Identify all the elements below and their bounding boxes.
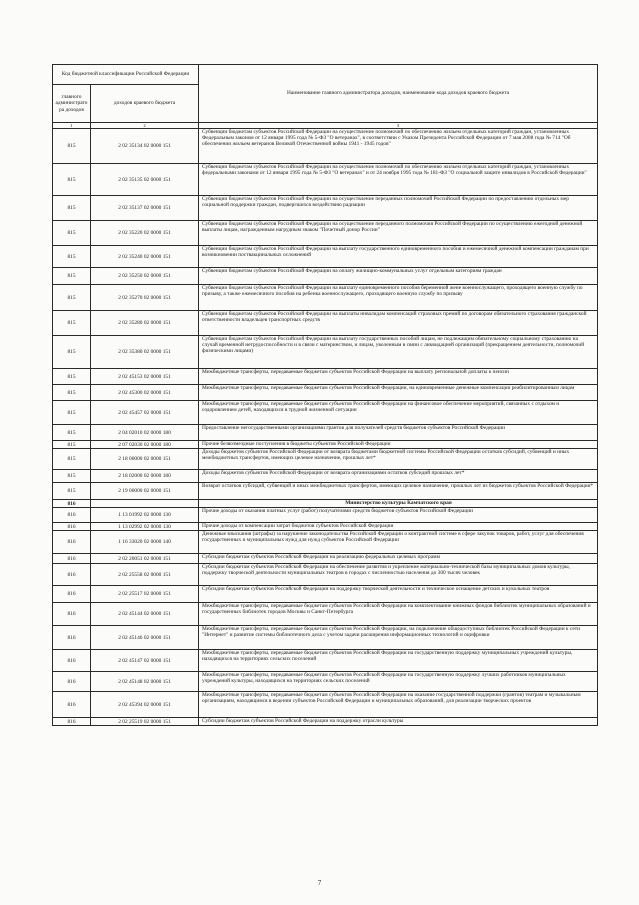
income-code-cell: 2 18 00000 02 0000 151 bbox=[91, 449, 199, 470]
table-row bbox=[53, 164, 598, 196]
admin-code-cell: 816 bbox=[53, 586, 91, 603]
income-code-cell: 2 02 45147 02 0000 151 bbox=[91, 650, 199, 672]
admin-code-cell: 816 bbox=[53, 523, 91, 531]
table-row bbox=[53, 718, 598, 726]
table-row bbox=[53, 650, 598, 672]
admin-code-cell: 815 bbox=[53, 483, 91, 500]
admin-column-header: главного администратора доходов bbox=[53, 85, 91, 123]
table-row bbox=[53, 554, 598, 564]
table-row bbox=[53, 508, 598, 523]
income-code-cell: 2 02 45394 02 0000 151 bbox=[91, 692, 199, 718]
table-row bbox=[53, 449, 598, 470]
income-name-cell: Доходы бюджетов субъектов Российской Федерации от возврата бюджетами бюджетной системы Российской Федерации остатков субсидий, субвенций и иных межбюджетных трансфертов, имеющих целевое назначение, прошлых лет* bbox=[199, 449, 598, 470]
income-code-cell: 2 04 02010 02 0000 180 bbox=[91, 425, 199, 441]
table-row bbox=[53, 196, 598, 221]
table-row bbox=[53, 336, 598, 369]
income-name-cell: Межбюджетные трансферты, передаваемые бюджетам субъектов Российской Федерации на выплату региональной доплаты к пенсии bbox=[199, 369, 598, 385]
page-number: 7 bbox=[317, 879, 322, 887]
income-code-cell bbox=[91, 500, 199, 508]
income-name-cell: Субсидии бюджетам субъектов Российской Федерации на реализацию федеральных целевых программ bbox=[199, 554, 598, 564]
admin-code-cell: 815 bbox=[53, 246, 91, 268]
table-row bbox=[53, 129, 598, 164]
table-row bbox=[53, 564, 598, 586]
income-name-cell: Возврат остатков субсидий, субвенций и иных межбюджетных трансфертов, имеющих целевое назначение, прошлых лет из бюджетов субъектов Российской Федерации* bbox=[199, 483, 598, 500]
table-row bbox=[53, 523, 598, 531]
income-name-cell: Межбюджетные трансферты, передаваемые бюджетам субъектов Российской Федерации, на единовременные денежные компенсации реабилитированным лицам bbox=[199, 385, 598, 401]
income-code-cell: 2 02 35270 02 0000 151 bbox=[91, 285, 199, 311]
income-name-cell: Прочие доходы от оказания платных услуг (работ) получателями средств бюджетов субъектов Российской Федерации bbox=[199, 508, 598, 523]
income-code-cell: 2 19 00000 02 0000 151 bbox=[91, 483, 199, 500]
income-name-cell: Субсидии бюджетам субъектов Российской Федерации на обеспечение развития и укрепление материально-технической базы муниципальных домов культуры, поддержку творческой деятельности муниципальных театров в городах с численностью населения до 300 тысяч человек bbox=[199, 564, 598, 586]
table-row bbox=[53, 483, 598, 500]
admin-code-cell: 815 bbox=[53, 285, 91, 311]
income-name-cell: Субвенции бюджетам субъектов Российской Федерации на выплату государственного единовременного пособия и ежемесячной денежной компенсации гражданам при возникновении поствакцинальных осложнений bbox=[199, 246, 598, 268]
income-code-cell: 2 02 35134 02 0000 151 bbox=[91, 129, 199, 164]
table-row bbox=[53, 246, 598, 268]
admin-code-cell: 815 bbox=[53, 401, 91, 425]
income-code-cell: 2 02 25519 02 0000 151 bbox=[91, 718, 199, 726]
admin-code-cell: 815 bbox=[53, 311, 91, 336]
table-row bbox=[53, 221, 598, 246]
income-code-cell: 2 02 35250 02 0000 151 bbox=[91, 268, 199, 285]
income-name-cell: Субвенции бюджетам субъектов Российской Федерации на выплату единовременного пособия беременной жене военнослужащего, проходящего военную службу по призыву, а также ежемесячного пособия на ребенка военнослужащего, проходящего военную службу по призыву bbox=[199, 285, 598, 311]
income-code-cell: 2 02 45457 02 0000 151 bbox=[91, 401, 199, 425]
ministry-header-row bbox=[53, 500, 598, 508]
table-row bbox=[53, 626, 598, 650]
admin-code-cell: 815 bbox=[53, 268, 91, 285]
income-name-cell: Субвенции бюджетам субъектов Российской Федерации на осуществление полномочий по обеспечению жильем отдельных категорий граждан, установленных федеральными законами от 12 января 1995 года № 5-ФЗ "О ветеранах" и от 24 ноября 1995 года № 181-ФЗ "О социальной защите инвалидов в Российской Федерации" bbox=[199, 164, 598, 196]
admin-code-cell: 815 bbox=[53, 129, 91, 164]
admin-code-cell: 815 bbox=[53, 470, 91, 483]
income-code-cell: 2 02 45300 02 0000 151 bbox=[91, 385, 199, 401]
table-row bbox=[53, 672, 598, 692]
budget-classification-table-container bbox=[52, 64, 597, 726]
table-row bbox=[53, 311, 598, 336]
admin-code-cell: 816 bbox=[53, 603, 91, 626]
admin-code-cell: 816 bbox=[53, 500, 91, 508]
admin-code-cell: 815 bbox=[53, 164, 91, 196]
income-code-cell: 2 18 02000 02 0000 180 bbox=[91, 470, 199, 483]
income-name-cell: Межбюджетные трансферты, передаваемые бюджетам субъектов Российской Федерации на финансовое обеспечение мероприятий, связанных с отдыхом и оздоровлением детей, находящихся в трудной жизненной ситуации bbox=[199, 401, 598, 425]
admin-code-cell: 815 bbox=[53, 336, 91, 369]
table-row bbox=[53, 369, 598, 385]
income-code-cell: 2 02 35280 02 0000 151 bbox=[91, 311, 199, 336]
admin-code-cell: 815 bbox=[53, 441, 91, 449]
admin-code-cell: 815 bbox=[53, 196, 91, 221]
income-name-cell: Субсидии бюджетам субъектов Российской Федерации на поддержку творческой деятельности и техническое оснащение детских и кукольных театров bbox=[199, 586, 598, 603]
budget-classification-table bbox=[52, 64, 598, 726]
admin-code-cell: 815 bbox=[53, 449, 91, 470]
income-name-cell: Межбюджетные трансферты, передаваемые бюджетам субъектов Российской Федерации на комплектование книжных фондов библиотек муниципальных образований и государственных библиотек городов Москвы и Санкт-Петербурга bbox=[199, 603, 598, 626]
admin-code-cell: 816 bbox=[53, 650, 91, 672]
income-code-cell: 2 02 20051 02 0000 151 bbox=[91, 554, 199, 564]
income-name-cell: Субвенции бюджетам субъектов Российской Федерации на осуществление переданных полномочий Российской Федерации по предоставлению отдельных мер социальной поддержки граждан, подвергшихся воздействию радиации bbox=[199, 196, 598, 221]
income-column-header: доходов краевого бюджета bbox=[91, 85, 199, 123]
table-row bbox=[53, 425, 598, 441]
income-name-cell: Субвенции бюджетам субъектов Российской Федерации на осуществление полномочий по обеспечению жильем отдельных категорий граждан, установленных Федеральным законом от 12 января 1995 года № 5-ФЗ "О ветеранах", в соответствии с Указом Президента Российской Федерации от 7 мая 2008 года № 714 "Об обеспечении жильем ветеранов Великой Отечественной войны 1941 - 1945 годов" bbox=[199, 129, 598, 164]
income-name-cell: Межбюджетные трансферты, передаваемые бюджетам субъектов Российской Федерации, на подключение общедоступных библиотек Российской Федерации к сети "Интернет" и развитие системы библиотечного дела с учетом задачи расширения информационных технологий и оцифровки bbox=[199, 626, 598, 650]
admin-code-cell: 815 bbox=[53, 385, 91, 401]
table-body bbox=[53, 129, 598, 726]
table-row bbox=[53, 586, 598, 603]
admin-code-cell: 816 bbox=[53, 531, 91, 554]
admin-code-cell: 816 bbox=[53, 564, 91, 586]
income-code-cell: 2 02 25517 02 0000 151 bbox=[91, 586, 199, 603]
code-group-header: Код бюджетной классификации Российской Федерации bbox=[53, 65, 199, 85]
table-row bbox=[53, 285, 598, 311]
admin-code-cell: 816 bbox=[53, 672, 91, 692]
income-name-cell: Межбюджетные трансферты, передаваемые бюджетам субъектов Российской Федерации на государственную поддержку муниципальных учреждений культуры, находящихся на территориях сельских поселений bbox=[199, 650, 598, 672]
income-name-cell: Субвенции бюджетам субъектов Российской Федерации на выплаты инвалидам компенсаций страховых премий по договорам обязательного страхования гражданской ответственности владельцев транспортных средств bbox=[199, 311, 598, 336]
income-code-cell: 2 02 35380 02 0000 151 bbox=[91, 336, 199, 369]
table-row bbox=[53, 470, 598, 483]
income-name-cell: Межбюджетные трансферты, передаваемые бюджетам субъектов Российской Федерации на оказание государственной поддержки (грантов) театрам и музыкальным организациям, находящимся в ведении субъектов Российской Федерации и муниципальных образований, для реализации творческих проектов bbox=[199, 692, 598, 718]
income-code-cell: 2 02 35220 02 0000 151 bbox=[91, 221, 199, 246]
income-name-cell: Субвенции бюджетам субъектов Российской Федерации на осуществление переданного полномочия Российской Федерации по осуществлению ежегодной денежной выплаты лицам, награжденным нагрудным знаком "Почетный донор России" bbox=[199, 221, 598, 246]
column-number: 3 bbox=[199, 123, 598, 129]
income-code-cell: 2 02 45153 02 0000 151 bbox=[91, 369, 199, 385]
name-column-header: Наименование главного администратора доходов, наименование кода доходов краевого бюджета bbox=[199, 65, 598, 123]
column-number: 2 bbox=[91, 123, 199, 129]
income-name-cell: Межбюджетные трансферты, передаваемые бюджетам субъектов Российской Федерации на государственную поддержку лучших работников муниципальных учреждений культуры, находящихся на территориях сельских поселений bbox=[199, 672, 598, 692]
income-code-cell: 1 16 33020 02 0000 140 bbox=[91, 531, 199, 554]
income-code-cell: 2 02 45148 02 0000 151 bbox=[91, 672, 199, 692]
table-row bbox=[53, 531, 598, 554]
income-name-cell: Прочие доходы от компенсации затрат бюджетов субъектов Российской Федерации bbox=[199, 523, 598, 531]
table-row bbox=[53, 441, 598, 449]
income-code-cell: 2 02 45146 02 0000 151 bbox=[91, 626, 199, 650]
income-name-cell: Денежные взыскания (штрафы) за нарушение законодательства Российской Федерации о контрактной системе в сфере закупок товаров, работ, услуг для обеспечения государственных и муниципальных нужд для нужд субъектов Российской Федерации bbox=[199, 531, 598, 554]
admin-code-cell: 816 bbox=[53, 626, 91, 650]
income-name-cell: Доходы бюджетов субъектов Российской Федерации от возврата организациями остатков субсидий прошлых лет* bbox=[199, 470, 598, 483]
income-name-cell: Субвенции бюджетам субъектов Российской Федерации на выплату государственных пособий лицам, не подлежащим обязательному социальному страхованию на случай временной нетрудоспособности и в связи с материнством, и лицам, уволенным в связи с ликвидацией организаций (прекращением деятельности, полномочий физическими лицами) bbox=[199, 336, 598, 369]
income-name-cell: Субвенции бюджетам субъектов Российской Федерации на оплату жилищно-коммунальных услуг отдельным категориям граждан bbox=[199, 268, 598, 285]
table-row bbox=[53, 401, 598, 425]
income-code-cell: 2 02 35135 02 0000 151 bbox=[91, 164, 199, 196]
income-code-cell: 1 13 02992 02 0000 130 bbox=[91, 523, 199, 531]
admin-code-cell: 815 bbox=[53, 425, 91, 441]
income-code-cell: 2 02 25558 02 0000 151 bbox=[91, 564, 199, 586]
table-row bbox=[53, 385, 598, 401]
income-code-cell: 2 02 35240 02 0000 151 bbox=[91, 246, 199, 268]
column-number: 1 bbox=[53, 123, 91, 129]
table-row bbox=[53, 603, 598, 626]
income-code-cell: 2 02 45144 02 0000 151 bbox=[91, 603, 199, 626]
income-name-cell: Предоставление негосударственными организациями грантов для получателей средств бюджетов субъектов Российской Федерации bbox=[199, 425, 598, 441]
admin-code-cell: 816 bbox=[53, 554, 91, 564]
admin-code-cell: 816 bbox=[53, 508, 91, 523]
admin-code-cell: 815 bbox=[53, 369, 91, 385]
admin-code-cell: 816 bbox=[53, 718, 91, 726]
table-row bbox=[53, 692, 598, 718]
income-name-cell: Министерство культуры Камчатского края bbox=[199, 500, 598, 508]
income-name-cell: Субсидии бюджетам субъектов Российской Федерации на поддержку отрасли культуры bbox=[199, 718, 598, 726]
income-code-cell: 1 13 01992 02 0000 130 bbox=[91, 508, 199, 523]
table-row bbox=[53, 268, 598, 285]
admin-code-cell: 816 bbox=[53, 692, 91, 718]
income-name-cell: Прочие безвозмездные поступления в бюджеты субъектов Российской Федерации bbox=[199, 441, 598, 449]
admin-code-cell: 815 bbox=[53, 221, 91, 246]
income-code-cell: 2 07 02030 02 0000 180 bbox=[91, 441, 199, 449]
income-code-cell: 2 02 35137 02 0000 151 bbox=[91, 196, 199, 221]
